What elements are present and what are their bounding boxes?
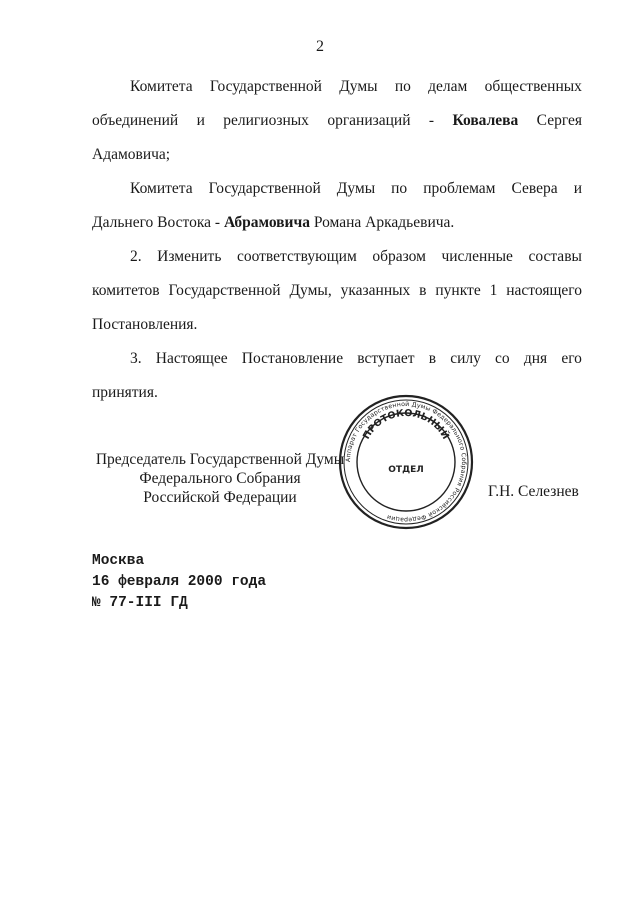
footer-number: № 77-III ГД	[92, 595, 188, 611]
word: Сергея	[536, 112, 582, 129]
word: Государственной	[208, 180, 321, 197]
word: указанных	[340, 282, 411, 299]
footer-date: 16 февраля 2000 года	[92, 574, 267, 590]
stamp-middle-textpath: ПРОТОКОЛЬНЫЙ	[361, 407, 451, 442]
stamp-outer-textpath: Аппарат Государственной Думы Федерального Собрания Российской Федерации	[344, 400, 468, 524]
word: организаций	[327, 112, 411, 129]
document-footer	[92, 551, 266, 614]
paragraph-4-line-2: принятия.	[92, 384, 158, 401]
word: 1	[489, 282, 498, 299]
word: 2.	[130, 248, 142, 265]
word: общественных	[484, 78, 582, 95]
word: объединений	[92, 112, 179, 129]
paragraph-3-line-2	[92, 282, 582, 300]
word: его	[561, 350, 582, 367]
word: Настоящее	[155, 350, 228, 367]
word: и	[573, 180, 582, 197]
signature-title	[70, 450, 370, 507]
footer-city: Москва	[92, 553, 145, 569]
surname-bold: Ковалева	[452, 112, 519, 129]
text: Дальнего Востока -	[92, 214, 224, 231]
paragraph-2-line-1	[130, 180, 582, 198]
paragraph-1-line-1	[130, 78, 582, 96]
word: Постановление	[241, 350, 344, 367]
paragraph-4-line-1	[130, 350, 582, 368]
paragraph-1-line-2	[92, 112, 582, 130]
word: религиозных	[223, 112, 309, 129]
word: 3.	[130, 350, 142, 367]
word: силу	[450, 350, 481, 367]
word: в	[419, 282, 427, 299]
word: Думы	[336, 180, 376, 197]
word: комитетов	[92, 282, 160, 299]
signature-title-line-1: Председатель Государственной Думы	[95, 451, 345, 468]
word: численные	[441, 248, 513, 265]
word: Изменить	[157, 248, 222, 265]
word: Комитета	[130, 180, 193, 197]
signatory-name: Г.Н. Селезнев	[488, 483, 579, 500]
word: Комитета	[130, 78, 193, 95]
word: вступает	[357, 350, 415, 367]
signature-title-line-2: Федерального Собрания	[139, 470, 301, 487]
word: по	[391, 180, 408, 197]
word: дня	[523, 350, 548, 367]
word: соответствующим	[236, 248, 357, 265]
word: -	[428, 112, 435, 129]
paragraph-3-line-1	[130, 248, 582, 266]
word: по	[394, 78, 411, 95]
word: Думы,	[289, 282, 332, 299]
signature-title-line-3: Российской Федерации	[143, 489, 297, 506]
word: пункте	[435, 282, 481, 299]
word: образом	[372, 248, 426, 265]
word: составы	[528, 248, 582, 265]
word: делам	[428, 78, 468, 95]
text: Романа Аркадьевича.	[309, 214, 455, 231]
page-number: 2	[316, 38, 324, 55]
surname-bold: Абрамовича	[223, 214, 310, 231]
word: Государственной	[209, 78, 322, 95]
paragraph-2-line-2	[92, 214, 582, 232]
word: Государственной	[168, 282, 281, 299]
word: настоящего	[506, 282, 582, 299]
word: и	[196, 112, 205, 129]
word: в	[428, 350, 437, 367]
word: Думы	[339, 78, 378, 95]
paragraph-3-line-3: Постановления.	[92, 316, 198, 333]
stamp-center-text: ОТДЕЛ	[388, 465, 424, 475]
word: Севера	[511, 180, 558, 197]
word: со	[495, 350, 510, 367]
paragraph-1-line-3: Адамовича;	[92, 146, 171, 163]
word: проблемам	[423, 180, 496, 197]
